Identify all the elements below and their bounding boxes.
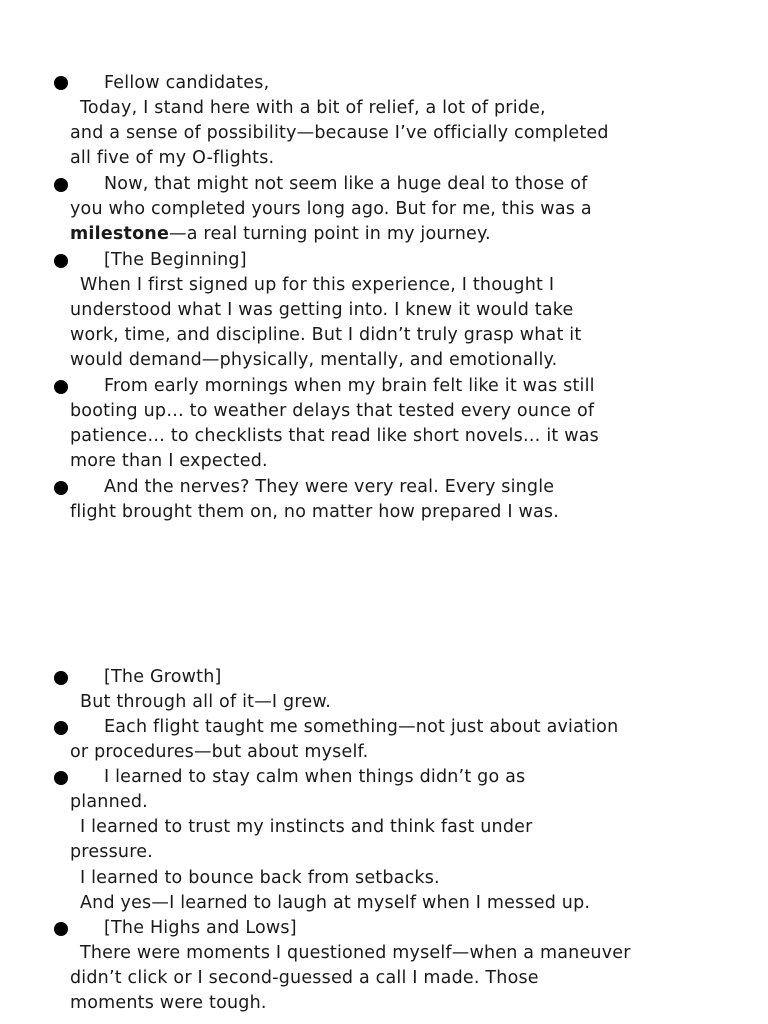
emphasis-text: milestone <box>70 224 170 244</box>
bullet <box>54 721 68 735</box>
paragraph-line: When I first signed up for this experience, I thought I <box>80 275 555 295</box>
paragraph-line: moments were tough. <box>70 993 267 1013</box>
paragraph-text: —a real turning point in my journey. <box>169 224 491 244</box>
paragraph-line: I learned to trust my instincts and think fast under <box>80 817 533 837</box>
paragraph-line: understood what I was getting into. I knew it would take <box>70 300 574 320</box>
bullet <box>54 671 68 685</box>
bullet <box>54 380 68 394</box>
paragraph-line: From early mornings when my brain felt like it was still <box>104 376 595 396</box>
paragraph-line: patience… to checklists that read like short novels… it was <box>70 426 599 446</box>
paragraph-line: and a sense of possibility—because I’ve officially completed <box>70 123 609 143</box>
paragraph-line: work, time, and discipline. But I didn’t truly grasp what it <box>70 325 582 345</box>
paragraph-line: planned. <box>70 792 148 812</box>
section-heading: [The Beginning] <box>104 250 247 270</box>
section-heading: [The Growth] <box>104 667 222 687</box>
bullet <box>54 254 68 268</box>
paragraph-line: pressure. <box>70 842 153 862</box>
paragraph-line <box>70 222 491 247</box>
paragraph-line: would demand—physically, mentally, and emotionally. <box>70 350 558 370</box>
paragraph-line: But through all of it—I grew. <box>80 692 331 712</box>
paragraph-line: booting up… to weather delays that tested every ounce of <box>70 401 595 421</box>
paragraph-line: I learned to bounce back from setbacks. <box>80 868 440 888</box>
paragraph-line: Today, I stand here with a bit of relief, a lot of pride, <box>80 98 546 118</box>
paragraph-line: didn’t click or I second-guessed a call I made. Those <box>70 968 539 988</box>
paragraph-line: you who completed yours long ago. But for me, this was a <box>70 199 592 219</box>
bullet <box>54 922 68 936</box>
paragraph-line: flight brought them on, no matter how prepared I was. <box>70 502 559 522</box>
bullet <box>54 178 68 192</box>
paragraph-line: more than I expected. <box>70 451 268 471</box>
paragraph-line: Fellow candidates, <box>104 73 270 93</box>
paragraph-line: And the nerves? They were very real. Every single <box>104 477 555 497</box>
paragraph-line: all five of my O-flights. <box>70 148 275 168</box>
paragraph-line: Now, that might not seem like a huge deal to those of <box>104 174 588 194</box>
paragraph-line: There were moments I questioned myself—when a maneuver <box>80 943 631 963</box>
bullet <box>54 771 68 785</box>
paragraph-line: Each flight taught me something—not just about aviation <box>104 717 619 737</box>
paragraph-line: And yes—I learned to laugh at myself when I messed up. <box>80 893 591 913</box>
paragraph-line: or procedures—but about myself. <box>70 742 369 762</box>
paragraph-line: I learned to stay calm when things didn’t go as <box>104 767 526 787</box>
bullet <box>54 481 68 495</box>
section-heading: [The Highs and Lows] <box>104 918 297 938</box>
bullet <box>54 76 68 90</box>
